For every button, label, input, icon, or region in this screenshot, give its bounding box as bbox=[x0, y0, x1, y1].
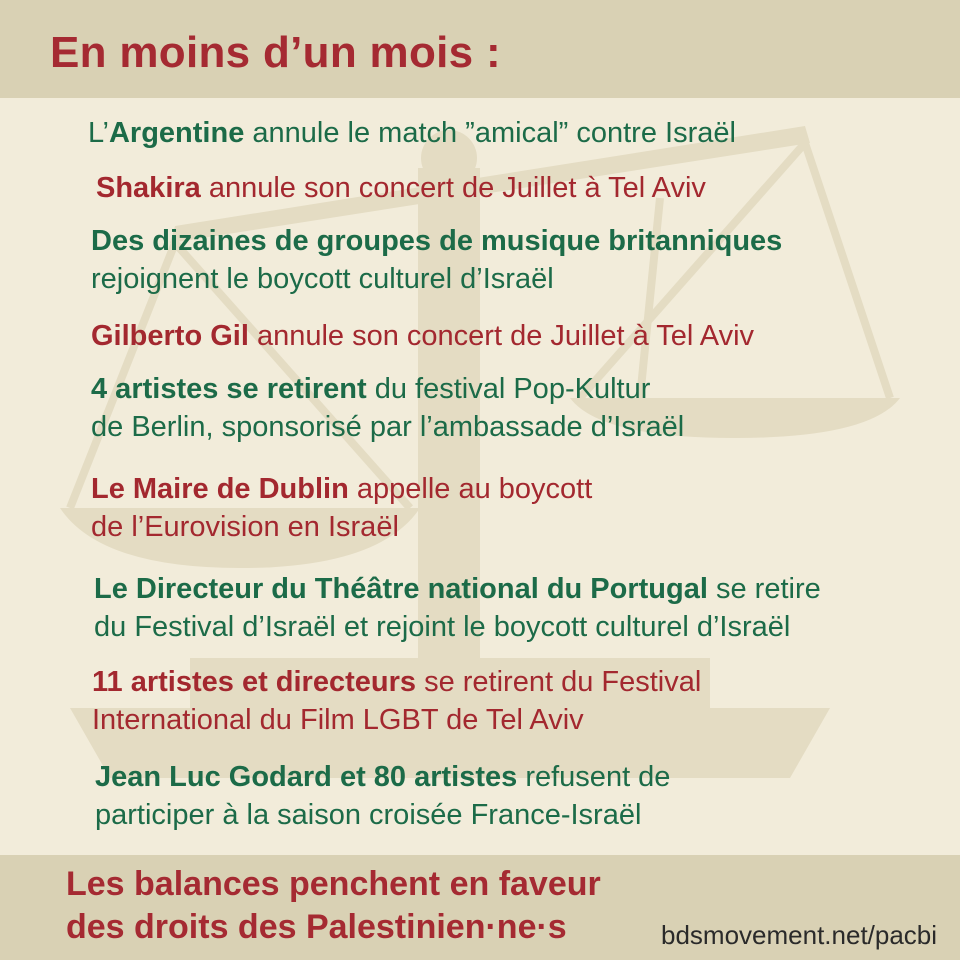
list-item bbox=[91, 470, 592, 546]
item-text: se retire bbox=[707, 573, 821, 605]
item-highlight: Gilberto Gil bbox=[91, 320, 249, 352]
item-line-2: du Festival d’Israël et rejoint le boycott culturel d’Israël bbox=[94, 611, 791, 643]
footer-slogan-line-2: des droits des Palestinien·ne·s bbox=[66, 908, 567, 946]
list-item bbox=[92, 663, 701, 739]
list-item bbox=[88, 114, 736, 152]
item-highlight: Shakira bbox=[96, 172, 201, 204]
list-item bbox=[91, 370, 684, 446]
item-text: annule le match ”amical” contre Israël bbox=[244, 117, 736, 149]
item-text: se retirent du Festival bbox=[416, 666, 702, 698]
item-line-2: de l’Eurovision en Israël bbox=[91, 511, 399, 543]
item-text: annule son concert de Juillet à Tel Aviv bbox=[248, 320, 755, 352]
item-text: appelle au boycott bbox=[348, 473, 593, 505]
list-item bbox=[96, 169, 706, 207]
item-highlight: Argentine bbox=[108, 117, 245, 149]
item-text: annule son concert de Juillet à Tel Aviv bbox=[200, 172, 706, 204]
item-text: L’ bbox=[88, 117, 109, 149]
item-line-2: International du Film LGBT de Tel Aviv bbox=[92, 704, 584, 736]
item-highlight: 4 artistes se retirent bbox=[91, 373, 367, 405]
list-item bbox=[94, 570, 821, 646]
item-text: du festival Pop-Kultur bbox=[366, 373, 651, 405]
list-item bbox=[91, 222, 782, 298]
item-line-2: de Berlin, sponsorisé par l’ambassade d’Israël bbox=[91, 411, 685, 443]
content-area bbox=[0, 98, 960, 855]
item-line-2: rejoignent le boycott culturel d’Israël bbox=[91, 263, 554, 295]
footer-slogan-line-1: Les balances penchent en faveur bbox=[66, 865, 601, 903]
source-url: bdsmovement.net/pacbi bbox=[661, 920, 938, 950]
item-highlight: Jean Luc Godard et 80 artistes bbox=[95, 761, 518, 793]
header-band bbox=[0, 0, 960, 98]
item-highlight: Des dizaines de groupes de musique britanniques bbox=[91, 225, 783, 257]
item-highlight: Le Maire de Dublin bbox=[91, 473, 349, 505]
page-title: En moins d’un mois : bbox=[50, 28, 501, 77]
item-line-2: participer à la saison croisée France-Israël bbox=[95, 799, 642, 831]
item-highlight: Le Directeur du Théâtre national du Portugal bbox=[94, 573, 708, 605]
list-item bbox=[91, 317, 754, 355]
item-highlight: 11 artistes et directeurs bbox=[92, 666, 417, 698]
list-item bbox=[95, 758, 670, 834]
item-text: refusent de bbox=[517, 761, 671, 793]
